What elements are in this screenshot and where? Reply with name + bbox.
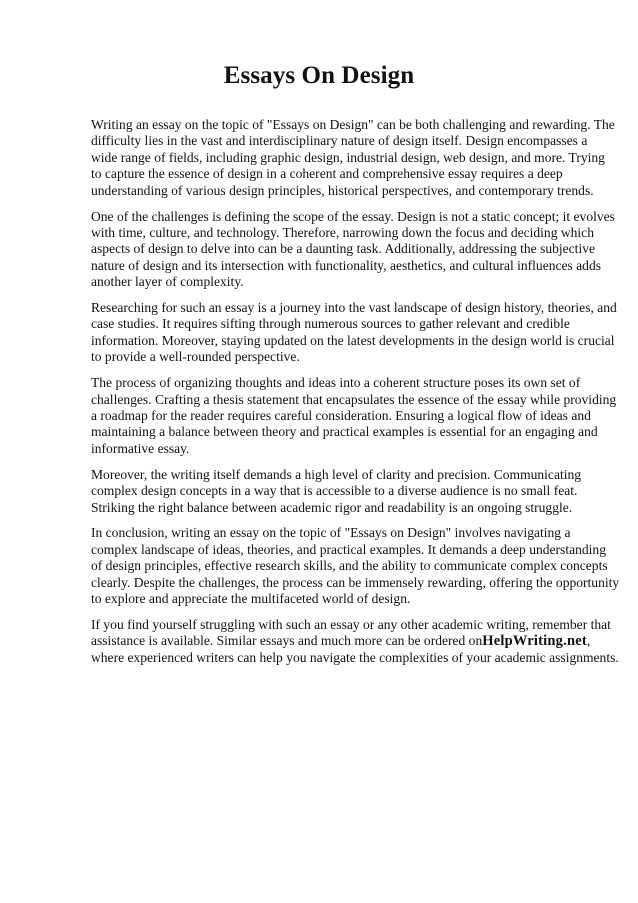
paragraph-4 bbox=[91, 375, 617, 457]
helpwriting-link[interactable]: HelpWriting.net bbox=[482, 633, 587, 650]
paragraph-line: of design principles, effective research skills, and the ability to communicate complex concepts bbox=[91, 558, 608, 574]
paragraph-line: nature of design and its intersection with functionality, aesthetics, and cultural influences adds bbox=[91, 257, 601, 273]
paragraph-line: case studies. It requires sifting through numerous sources to gather relevant and credible bbox=[91, 316, 570, 332]
paragraph-line: to capture the essence of design in a coherent and comprehensive essay requires a deep bbox=[91, 166, 563, 182]
closing-paragraph bbox=[91, 616, 619, 666]
paragraph-5 bbox=[91, 467, 601, 516]
paragraph-line: difficulty lies in the vast and interdisciplinary nature of design itself. Design encompasses a bbox=[91, 133, 588, 149]
paragraph-line: complex design concepts in a way that is accessible to a diverse audience is no small feat. bbox=[91, 483, 578, 499]
paragraph-line: maintaining a balance between theory and practical examples is essential for an engaging and bbox=[91, 424, 598, 440]
paragraph-line: a roadmap for the reader requires careful consideration. Ensuring a logical flow of ideas and bbox=[91, 408, 591, 423]
paragraph-line: The process of organizing thoughts and ideas into a coherent structure poses its own set of bbox=[91, 375, 581, 391]
paragraph-line: aspects of design to delve into can be a daunting task. Additionally, addressing the subjective bbox=[91, 241, 595, 257]
paragraph-1 bbox=[91, 117, 615, 199]
paragraph-line: another layer of complexity. bbox=[91, 274, 244, 290]
paragraph-3 bbox=[91, 300, 617, 366]
paragraph-line: If you find yourself struggling with such an essay or any other academic writing, remember that bbox=[91, 616, 611, 632]
paragraph-line: where experienced writers can help you navigate the complexities of your academic assignments. bbox=[91, 649, 619, 665]
paragraph-line: complex landscape of ideas, theories, and practical examples. It demands a deep understanding bbox=[91, 541, 606, 557]
paragraph-line: Writing an essay on the topic of "Essays on Design" can be both challenging and rewarding. The bbox=[91, 117, 615, 132]
paragraph-line: Researching for such an essay is a journey into the vast landscape of design history, theories, and bbox=[91, 300, 617, 316]
paragraph-line: Striking the right balance between academic rigor and readability is an ongoing struggle. bbox=[91, 499, 573, 515]
paragraph-line: One of the challenges is defining the scope of the essay. Design is not a static concept; it evolves bbox=[91, 208, 615, 224]
paragraph-line: wide range of fields, including graphic design, industrial design, web design, and more. Trying bbox=[91, 149, 605, 165]
paragraph-6 bbox=[91, 525, 620, 607]
paragraph-line: In conclusion, writing an essay on the topic of "Essays on Design" involves navigating a bbox=[91, 525, 571, 541]
document-title: Essays On Design bbox=[223, 62, 415, 89]
paragraph-2 bbox=[91, 208, 615, 291]
paragraph-line: understanding of various design principles, historical perspectives, and contemporary trends. bbox=[91, 182, 594, 198]
document-body bbox=[91, 117, 620, 676]
closing-text: assistance is available. Similar essays and much more can be ordered on bbox=[91, 633, 483, 649]
closing-comma: , bbox=[586, 633, 591, 649]
paragraph-line: challenges. Crafting a thesis statement that encapsulates the essence of the essay while providing bbox=[91, 391, 617, 407]
paragraph-line: Moreover, the writing itself demands a high level of clarity and precision. Communicating bbox=[91, 466, 582, 482]
paragraph-line: information. Moreover, staying updated on the latest developments in the design world is crucial bbox=[91, 332, 615, 348]
paragraph-line: to provide a well-rounded perspective. bbox=[91, 349, 300, 365]
paragraph-line: clearly. Despite the challenges, the process can be immensely rewarding, offering the opportunity bbox=[91, 574, 620, 590]
paragraph-line: informative essay. bbox=[91, 440, 190, 456]
paragraph-line bbox=[91, 633, 601, 649]
paragraph-line: with time, culture, and technology. Therefore, narrowing down the focus and deciding which bbox=[91, 224, 594, 240]
paragraph-line: to explore and appreciate the multifaceted world of design. bbox=[91, 591, 411, 607]
